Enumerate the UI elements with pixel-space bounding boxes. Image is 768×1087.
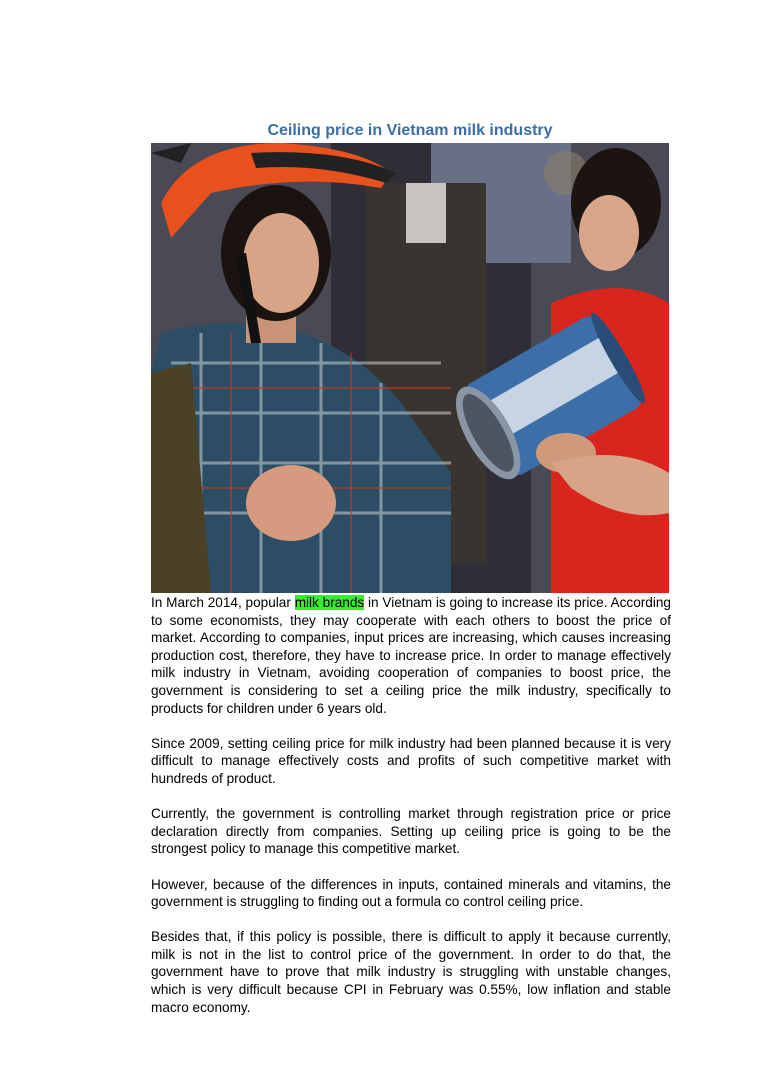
paragraph-1-text: In March 2014, popular bbox=[151, 595, 295, 610]
paragraph-2: Since 2009, setting ceiling price for milk industry had been planned because it is very difficult to manage effectively costs and profits of such competitive market with hundreds of product. bbox=[151, 735, 671, 786]
article-body bbox=[151, 594, 671, 1034]
paragraph-1 bbox=[151, 594, 671, 717]
paragraph-1-text-rest: in Vietnam is going to increase its price. According to some economists, they may cooperate with each others to boost the price of market. According to companies, input prices are increasing, which causes increasing production cost, therefore, they have to increase price. In order to manage effectively milk industry in Vietnam, avoiding cooperation of companies to boost price, the government is considering to set a ceiling price the milk industry, specifically to products for children under 6 years old. bbox=[151, 595, 671, 716]
paragraph-4: However, because of the differences in inputs, contained minerals and vitamins, the government is struggling to finding out a formula co control ceiling price. bbox=[151, 876, 671, 910]
article-photo bbox=[151, 143, 669, 593]
document-title: Ceiling price in Vietnam milk industry bbox=[267, 122, 553, 139]
paragraph-3: Currently, the government is controlling market through registration price or price declaration directly from companies. Setting up ceiling price is going to be the strongest policy to manage this competitive market. bbox=[151, 806, 671, 857]
milk-brands-link[interactable]: milk brands bbox=[294, 595, 365, 610]
paragraph-5: Besides that, if this policy is possible, there is difficult to apply it because currently, milk is not in the list to control price of the government. In order to do that, the government have to prove that milk industry is struggling with unstable changes, which is very difficult because CPI in February was 0.55%, low inflation and stable macro economy. bbox=[151, 929, 671, 1015]
